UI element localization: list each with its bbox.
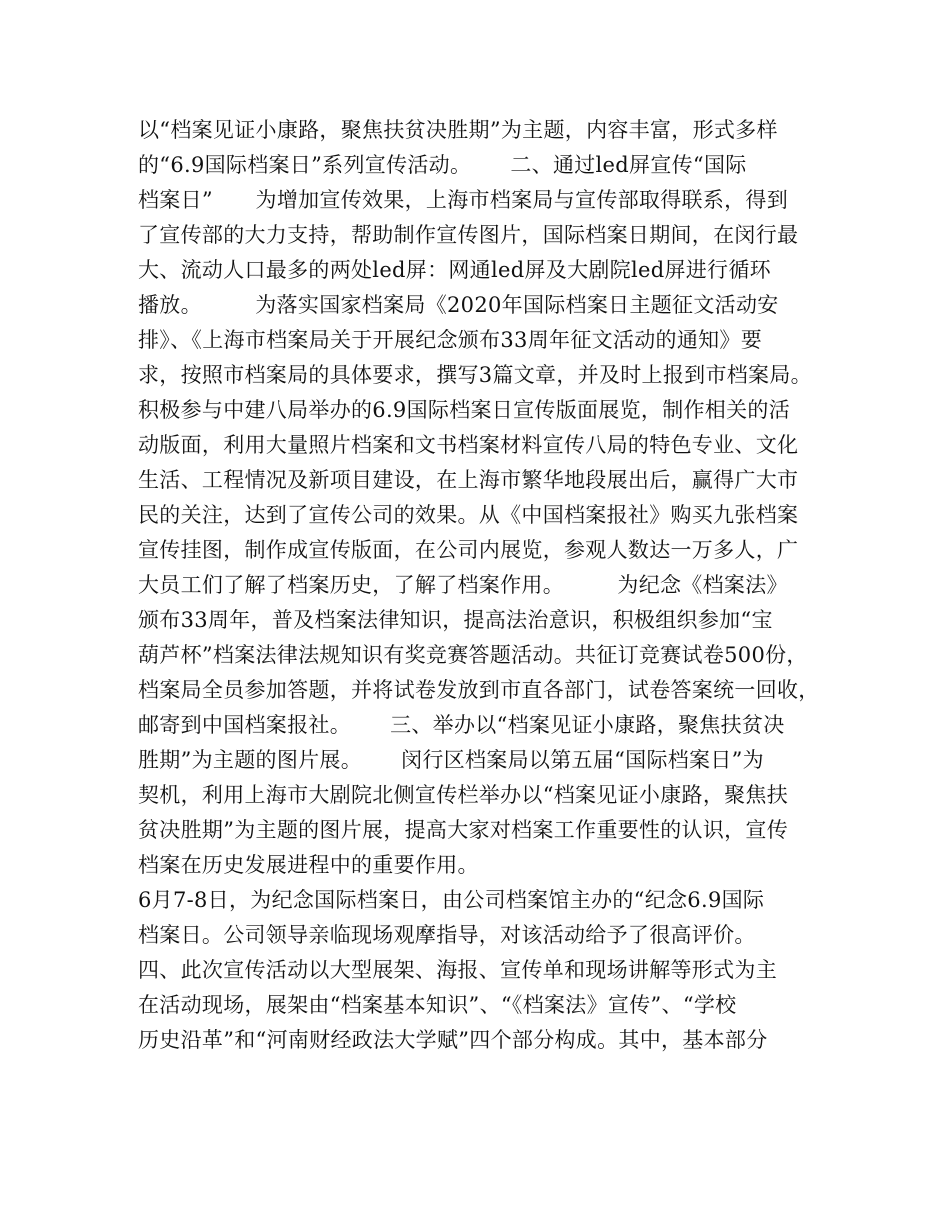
text-line: 档案日” 为增加宣传效果，上海市档案局与宣传部取得联系，得到: [138, 188, 789, 212]
text-line: 档案在历史发展进程中的重要作用。: [138, 853, 479, 877]
text-line: 四、此次宣传活动以大型展架、海报、宣传单和现场讲解等形式为主: [138, 958, 777, 982]
text-line: 贫决胜期”为主题的图片展，提高大家对档案工作重要性的认识，宣传: [138, 818, 789, 842]
text-line: 动版面，利用大量照片档案和文书档案材料宣传八局的特色专业、文化: [138, 433, 799, 457]
text-line: 大、流动人口最多的两处led屏：网通led屏及大剧院led屏进行循环: [138, 258, 771, 282]
text-line: 生活、工程情况及新项目建设，在上海市繁华地段展出后，赢得广大市: [138, 468, 799, 492]
text-line: 档案局全员参加答题，并将试卷发放到市直各部门，试卷答案统一回收，: [138, 678, 820, 702]
text-line: 求，按照市档案局的具体要求，撰写3篇文章，并及时上报到市档案局。: [138, 363, 812, 387]
text-line: 颁布33周年，普及档案法律知识，提高法治意识，积极组织参加“宝: [138, 608, 773, 632]
text-line: 了宣传部的大力支持，帮助制作宣传图片，国际档案日期间，在闵行最: [138, 223, 799, 247]
text-line: 在活动现场，展架由“档案基本知识”、“《档案法》宣传”、“学校: [138, 993, 737, 1017]
text-line: 排》、《上海市档案局关于开展纪念颁布33周年征文活动的通知》要: [138, 328, 763, 352]
text-line: 的“6.9国际档案日”系列宣传活动。 二、通过led屏宣传“国际: [138, 153, 747, 177]
text-line: 6月7-8日，为纪念国际档案日，由公司档案馆主办的“纪念6.9国际: [138, 888, 765, 912]
text-line: 大员工们了解了档案历史，了解了档案作用。 为纪念《档案法》: [138, 573, 788, 597]
text-line: 宣传挂图，制作成宣传版面，在公司内展览，参观人数达一万多人，广: [138, 538, 799, 562]
text-line: 胜期”为主题的图片展。 闵行区档案局以第五届“国际档案日”为: [138, 748, 764, 772]
text-line: 邮寄到中国档案报社。 三、举办以“档案见证小康路，聚焦扶贫决: [138, 713, 785, 737]
text-line: 民的关注，达到了宣传公司的效果。从《中国档案报社》购买九张档案: [138, 503, 799, 527]
text-line: 播放。 为落实国家档案局《2020年国际档案日主题征文活动安: [138, 293, 779, 317]
text-line: 档案日。公司领导亲临现场观摩指导，对该活动给予了很高评价。: [138, 923, 756, 947]
text-line: 历史沿革”和“河南财经政法大学赋”四个部分构成。其中，基本部分: [138, 1028, 768, 1052]
text-line: 契机，利用上海市大剧院北侧宣传栏举办以“档案见证小康路，聚焦扶: [138, 783, 789, 807]
text-line: 积极参与中建八局举办的6.9国际档案日宣传版面展览，制作相关的活: [138, 398, 790, 422]
text-line: 葫芦杯”档案法律法规知识有奖竞赛答题活动。共征订竞赛试卷500份，: [138, 643, 808, 667]
text-line: 以“档案见证小康路，聚焦扶贫决胜期”为主题，内容丰富，形式多样: [138, 118, 778, 142]
body-text: [138, 113, 838, 1058]
